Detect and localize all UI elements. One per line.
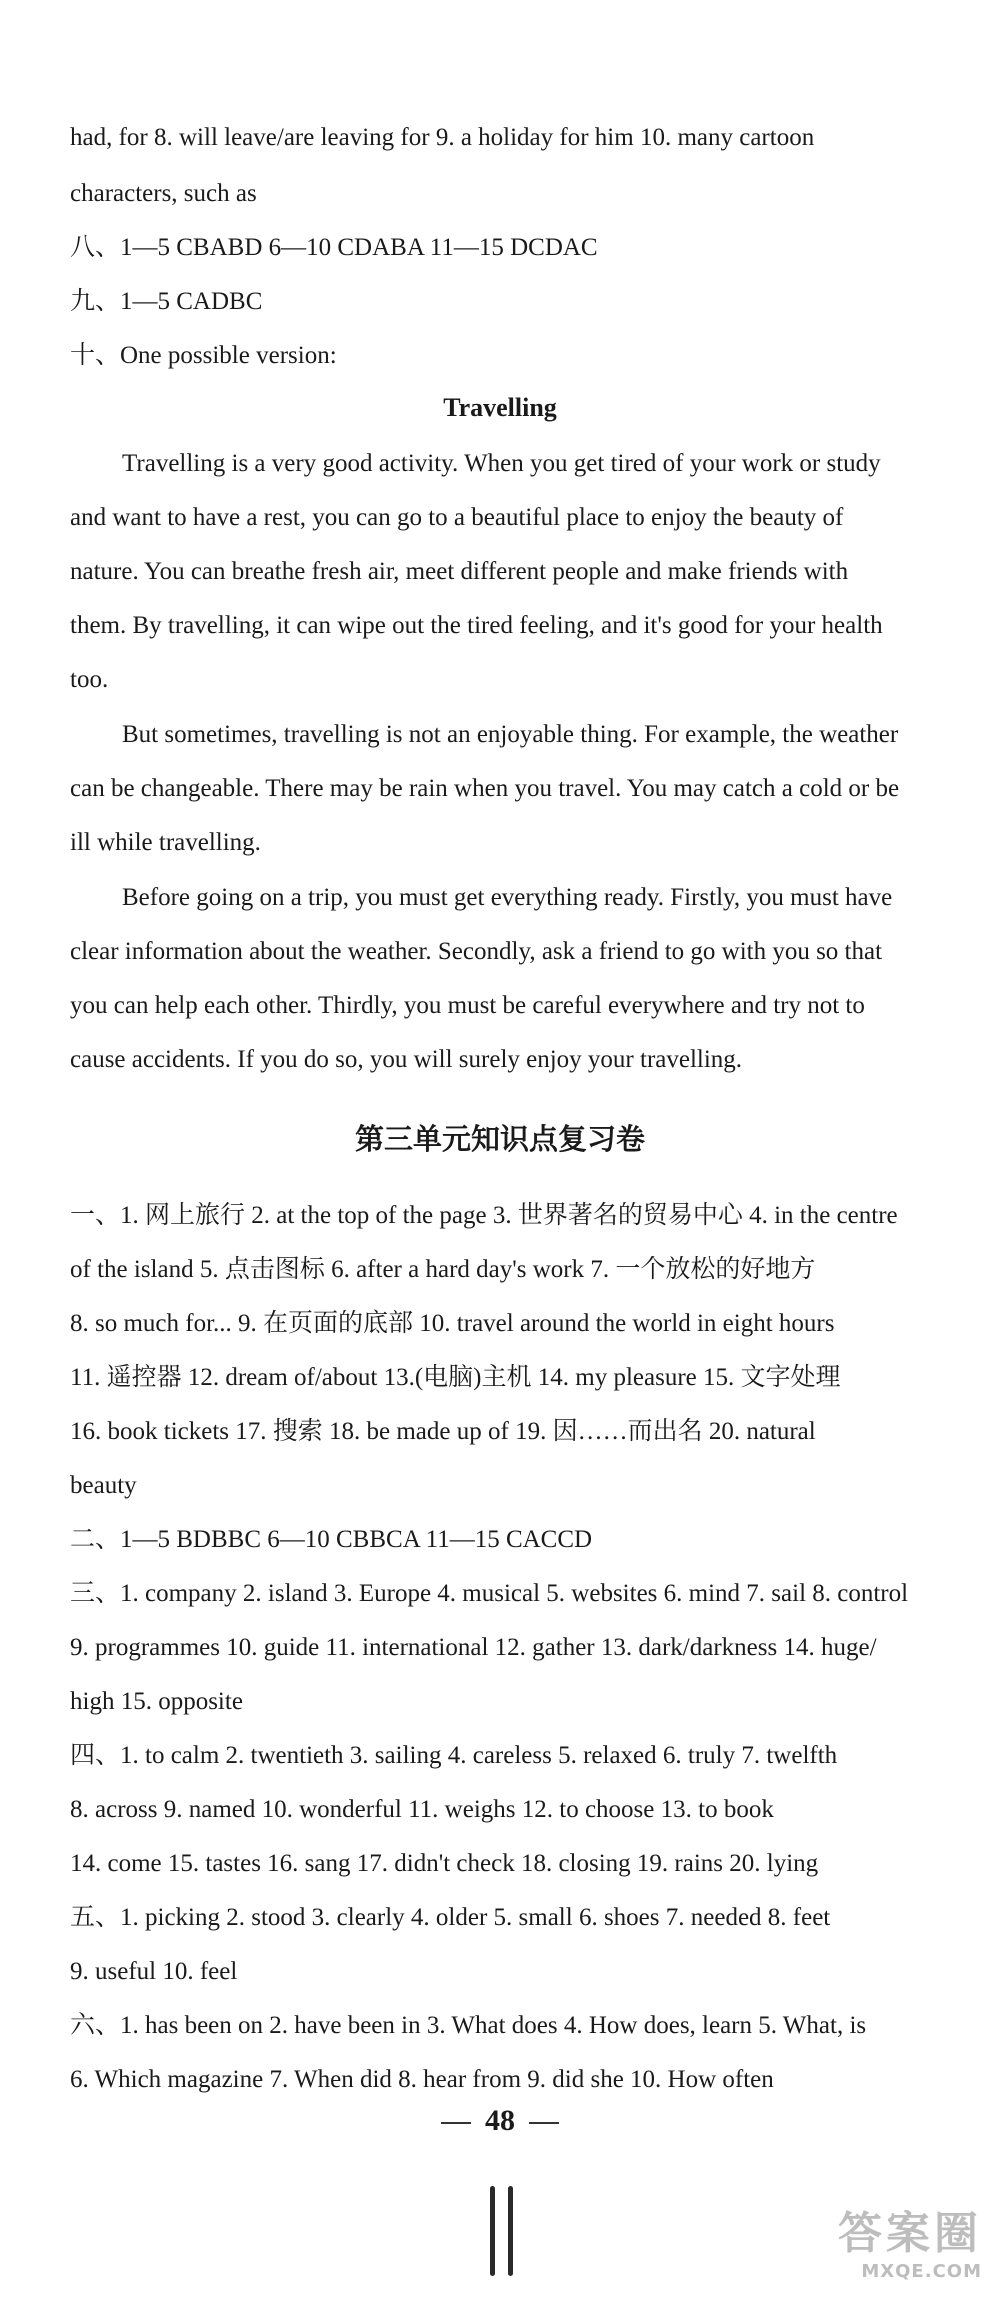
section-1-answers: beauty [70,1472,137,1499]
section-1-answers: 一、1. 网上旅行 2. at the top of the page 3. 世界著名的贸易中心 4. in the centre [70,1202,898,1229]
section-6-answers: 六、1. has been on 2. have been in 3. What does 4. How does, learn 5. What, is [70,2012,867,2039]
section-8-answers: 八、1—5 CBABD 6—10 CDABA 11—15 DCDAC [70,234,598,261]
essay-paragraph-3-line: cause accidents. If you do so, you will surely enjoy your travelling. [70,1046,743,1073]
essay-title: Travelling [443,393,557,422]
section-1-answers: 11. 遥控器 12. dream of/about 13.(电脑)主机 14. my pleasure 15. 文字处理 [70,1364,841,1391]
section-3-answers: 9. programmes 10. guide 11. international 12. gather 13. dark/darkness 14. huge/ [70,1634,877,1661]
section-1-answers: 8. so much for... 9. 在页面的底部 10. travel around the world in eight hours [70,1310,835,1337]
essay-paragraph-2-line: But sometimes, travelling is not an enjoyable thing. For example, the weather [122,721,899,748]
essay-paragraph-1-line: too. [70,666,109,693]
essay-paragraph-2-line: ill while travelling. [70,829,261,856]
section-4-answers: 四、1. to calm 2. twentieth 3. sailing 4. careless 5. relaxed 6. truly 7. twelfth [70,1742,838,1769]
essay-paragraph-1-line: them. By travelling, it can wipe out the tired feeling, and it's good for your health [70,612,883,639]
section-1-answers: of the island 5. 点击图标 6. after a hard day's work 7. 一个放松的好地方 [70,1256,816,1283]
essay-paragraph-1-line: and want to have a rest, you can go to a beautiful place to enjoy the beauty of [70,504,844,531]
section-4-answers: 8. across 9. named 10. wonderful 11. weighs 12. to choose 13. to book [70,1796,774,1823]
essay-paragraph-2-line: can be changeable. There may be rain when you travel. You may catch a cold or be [70,775,900,802]
page-number: 48 [0,2104,1000,2138]
essay-paragraph-1-line: Travelling is a very good activity. When you get tired of your work or study [122,450,881,477]
essay-paragraph-3-line: Before going on a trip, you must get everything ready. Firstly, you must have [122,884,893,911]
section-2-answers: 二、1—5 BDBBC 6—10 CBBCA 11—15 CACCD [70,1526,593,1553]
essay-paragraph-1-line: nature. You can breathe fresh air, meet different people and make friends with [70,558,849,585]
section-6-answers: 6. Which magazine 7. When did 8. hear from 9. did she 10. How often [70,2066,774,2093]
top-answer-line-1: had, for 8. will leave/are leaving for 9. a holiday for him 10. many cartoon [70,124,815,151]
section-9-answers: 九、1—5 CADBC [70,288,263,315]
unit-3-review-title: 第三单元知识点复习卷 [354,1122,645,1156]
watermark-logo-text: 答案圈 [838,2208,982,2259]
section-5-answers: 9. useful 10. feel [70,1958,238,1985]
section-5-answers: 五、1. picking 2. stood 3. clearly 4. older 5. small 6. shoes 7. needed 8. feet [70,1904,831,1931]
section-3-answers: high 15. opposite [70,1688,243,1715]
section-4-answers: 14. come 15. tastes 16. sang 17. didn't check 18. closing 19. rains 20. lying [70,1850,819,1877]
binding-mark [508,2186,513,2276]
section-10-intro: 十、One possible version: [70,342,337,369]
essay-paragraph-3-line: clear information about the weather. Secondly, ask a friend to go with you so that [70,938,883,965]
top-answer-line-2: characters, such as [70,180,257,207]
binding-mark [490,2186,495,2276]
watermark-logo-url: MXQE.COM [861,2261,982,2282]
section-3-answers: 三、1. company 2. island 3. Europe 4. musical 5. websites 6. mind 7. sail 8. control [70,1580,909,1607]
watermark-logo [838,2197,982,2282]
essay-paragraph-3-line: you can help each other. Thirdly, you must be careful everywhere and try not to [70,992,865,1019]
section-1-answers: 16. book tickets 17. 搜索 18. be made up of 19. 因……而出名 20. natural [70,1418,816,1445]
